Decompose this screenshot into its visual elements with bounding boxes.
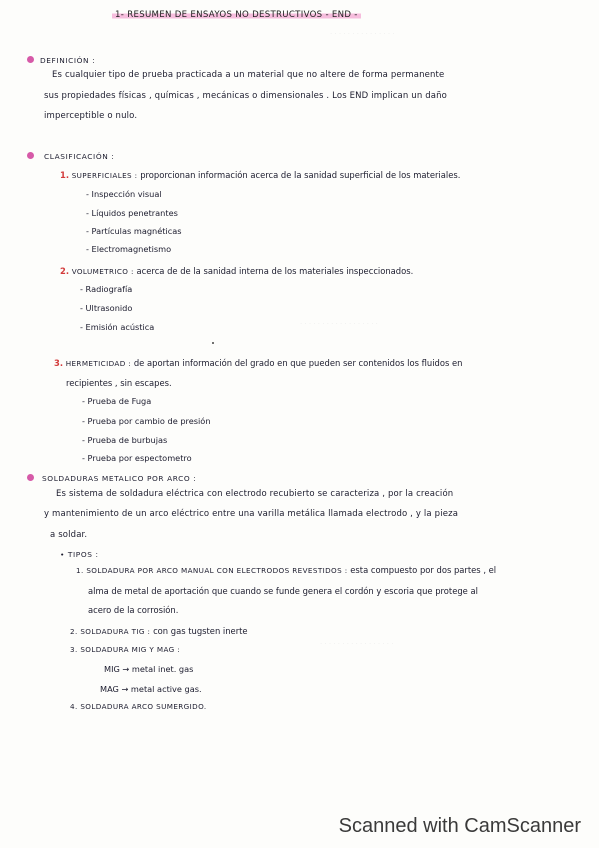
hermeticidad-label: HERMETICIDAD : xyxy=(65,359,132,368)
mig-line: MIG → metal inet. gas xyxy=(104,664,194,674)
tipo-1-text: esta compuesto por dos partes , el xyxy=(350,565,497,575)
soldaduras-bullet-icon xyxy=(27,474,34,481)
hermeticidad-item: - Prueba de burbujas xyxy=(82,435,168,445)
volumetricos-label: VOLUMETRICO : xyxy=(71,267,134,276)
hermeticidad-text: de aportan información del grado en que pueden ser contenidos los fluidos en xyxy=(133,358,463,368)
tipo-1-label: 1. SOLDADURA POR ARCO MANUAL CON ELECTRODOS REVESTIDOS : xyxy=(76,566,348,575)
tipo-1-text-2: alma de metal de aportación que cuando se funde genera el cordón y escoria que protege al xyxy=(88,586,478,596)
stray-ink-mark xyxy=(212,342,214,344)
hermeticidad-item: - Prueba por cambio de presión xyxy=(82,416,211,426)
definition-heading: DEFINICIÓN : xyxy=(40,56,96,65)
superficiales-number: 1. xyxy=(60,170,70,180)
definition-bullet-icon xyxy=(27,56,34,63)
volumetricos-line xyxy=(60,266,413,276)
classification-bullet-icon xyxy=(27,152,34,159)
hermeticidad-line xyxy=(54,358,462,368)
volumetricos-text: acerca de de la sanidad interna de los materiales inspeccionados. xyxy=(136,266,414,276)
soldaduras-line-3: a soldar. xyxy=(50,530,88,540)
definition-line-3: imperceptible o nulo. xyxy=(44,111,138,121)
hermeticidad-text-2: recipientes , sin escapes. xyxy=(66,378,172,388)
bleed-through-mark: · · · · · · · · · · · · · · · · · · xyxy=(300,320,378,328)
tipo-2-text: con gas tugsten inerte xyxy=(153,626,248,636)
soldaduras-line-2: y mantenimiento de un arco eléctrico entre una varilla metálica llamada electrodo , y la pieza xyxy=(44,509,459,519)
volumetricos-number: 2. xyxy=(60,266,70,276)
title-highlight: 1- RESUMEN DE ENSAYOS NO DESTRUCTIVOS - END - xyxy=(112,10,361,20)
tipo-3-label: 3. SOLDADURA MIG Y MAG : xyxy=(70,645,181,654)
superficiales-line xyxy=(60,170,460,180)
volumetricos-item: - Radiografía xyxy=(80,284,133,294)
superficiales-item: - Electromagnetismo xyxy=(86,244,172,254)
superficiales-text: proporcionan información acerca de la sanidad superficial de los materiales. xyxy=(140,170,461,180)
camscanner-watermark: Scanned with CamScanner xyxy=(338,815,581,837)
superficiales-label: SUPERFICIALES : xyxy=(71,171,138,180)
definition-line-2: sus propiedades físicas , químicas , mecánicas o dimensionales . Los END implican un daño xyxy=(44,91,448,101)
mag-line: MAG → metal active gas. xyxy=(100,684,202,694)
bleed-through-mark: · · · · · · · · · · · · · · · · · xyxy=(320,640,394,648)
superficiales-item: - Partículas magnéticas xyxy=(86,226,182,236)
volumetricos-item: - Emisión acústica xyxy=(80,322,155,332)
tipos-heading: • TIPOS : xyxy=(60,550,99,559)
bleed-through-mark: · · · · · · · · · · · · · · · xyxy=(330,30,395,38)
classification-heading: CLASIFICACIÓN : xyxy=(44,152,115,161)
page-title xyxy=(112,10,361,20)
superficiales-item: - Líquidos penetrantes xyxy=(86,208,178,218)
superficiales-item: - Inspección visual xyxy=(86,189,162,199)
definition-line-1: Es cualquier tipo de prueba practicada a un material que no altere de forma permanente xyxy=(52,70,445,80)
hermeticidad-number: 3. xyxy=(54,358,64,368)
hermeticidad-item: - Prueba de Fuga xyxy=(82,396,152,406)
tipo-2-line xyxy=(70,626,248,636)
tipo-1-line xyxy=(76,565,496,575)
tipo-1-text-3: acero de la corrosión. xyxy=(88,605,179,615)
hermeticidad-item: - Prueba por espectometro xyxy=(82,453,192,463)
volumetricos-item: - Ultrasonido xyxy=(80,303,133,313)
tipo-2-label: 2. SOLDADURA TIG : xyxy=(70,627,151,636)
soldaduras-heading: SOLDADURAS METALICO POR ARCO : xyxy=(42,474,197,483)
soldaduras-line-1: Es sistema de soldadura eléctrica con electrodo recubierto se caracteriza , por la creación xyxy=(56,489,454,499)
tipo-4-label: 4. SOLDADURA ARCO SUMERGIDO. xyxy=(70,702,207,711)
